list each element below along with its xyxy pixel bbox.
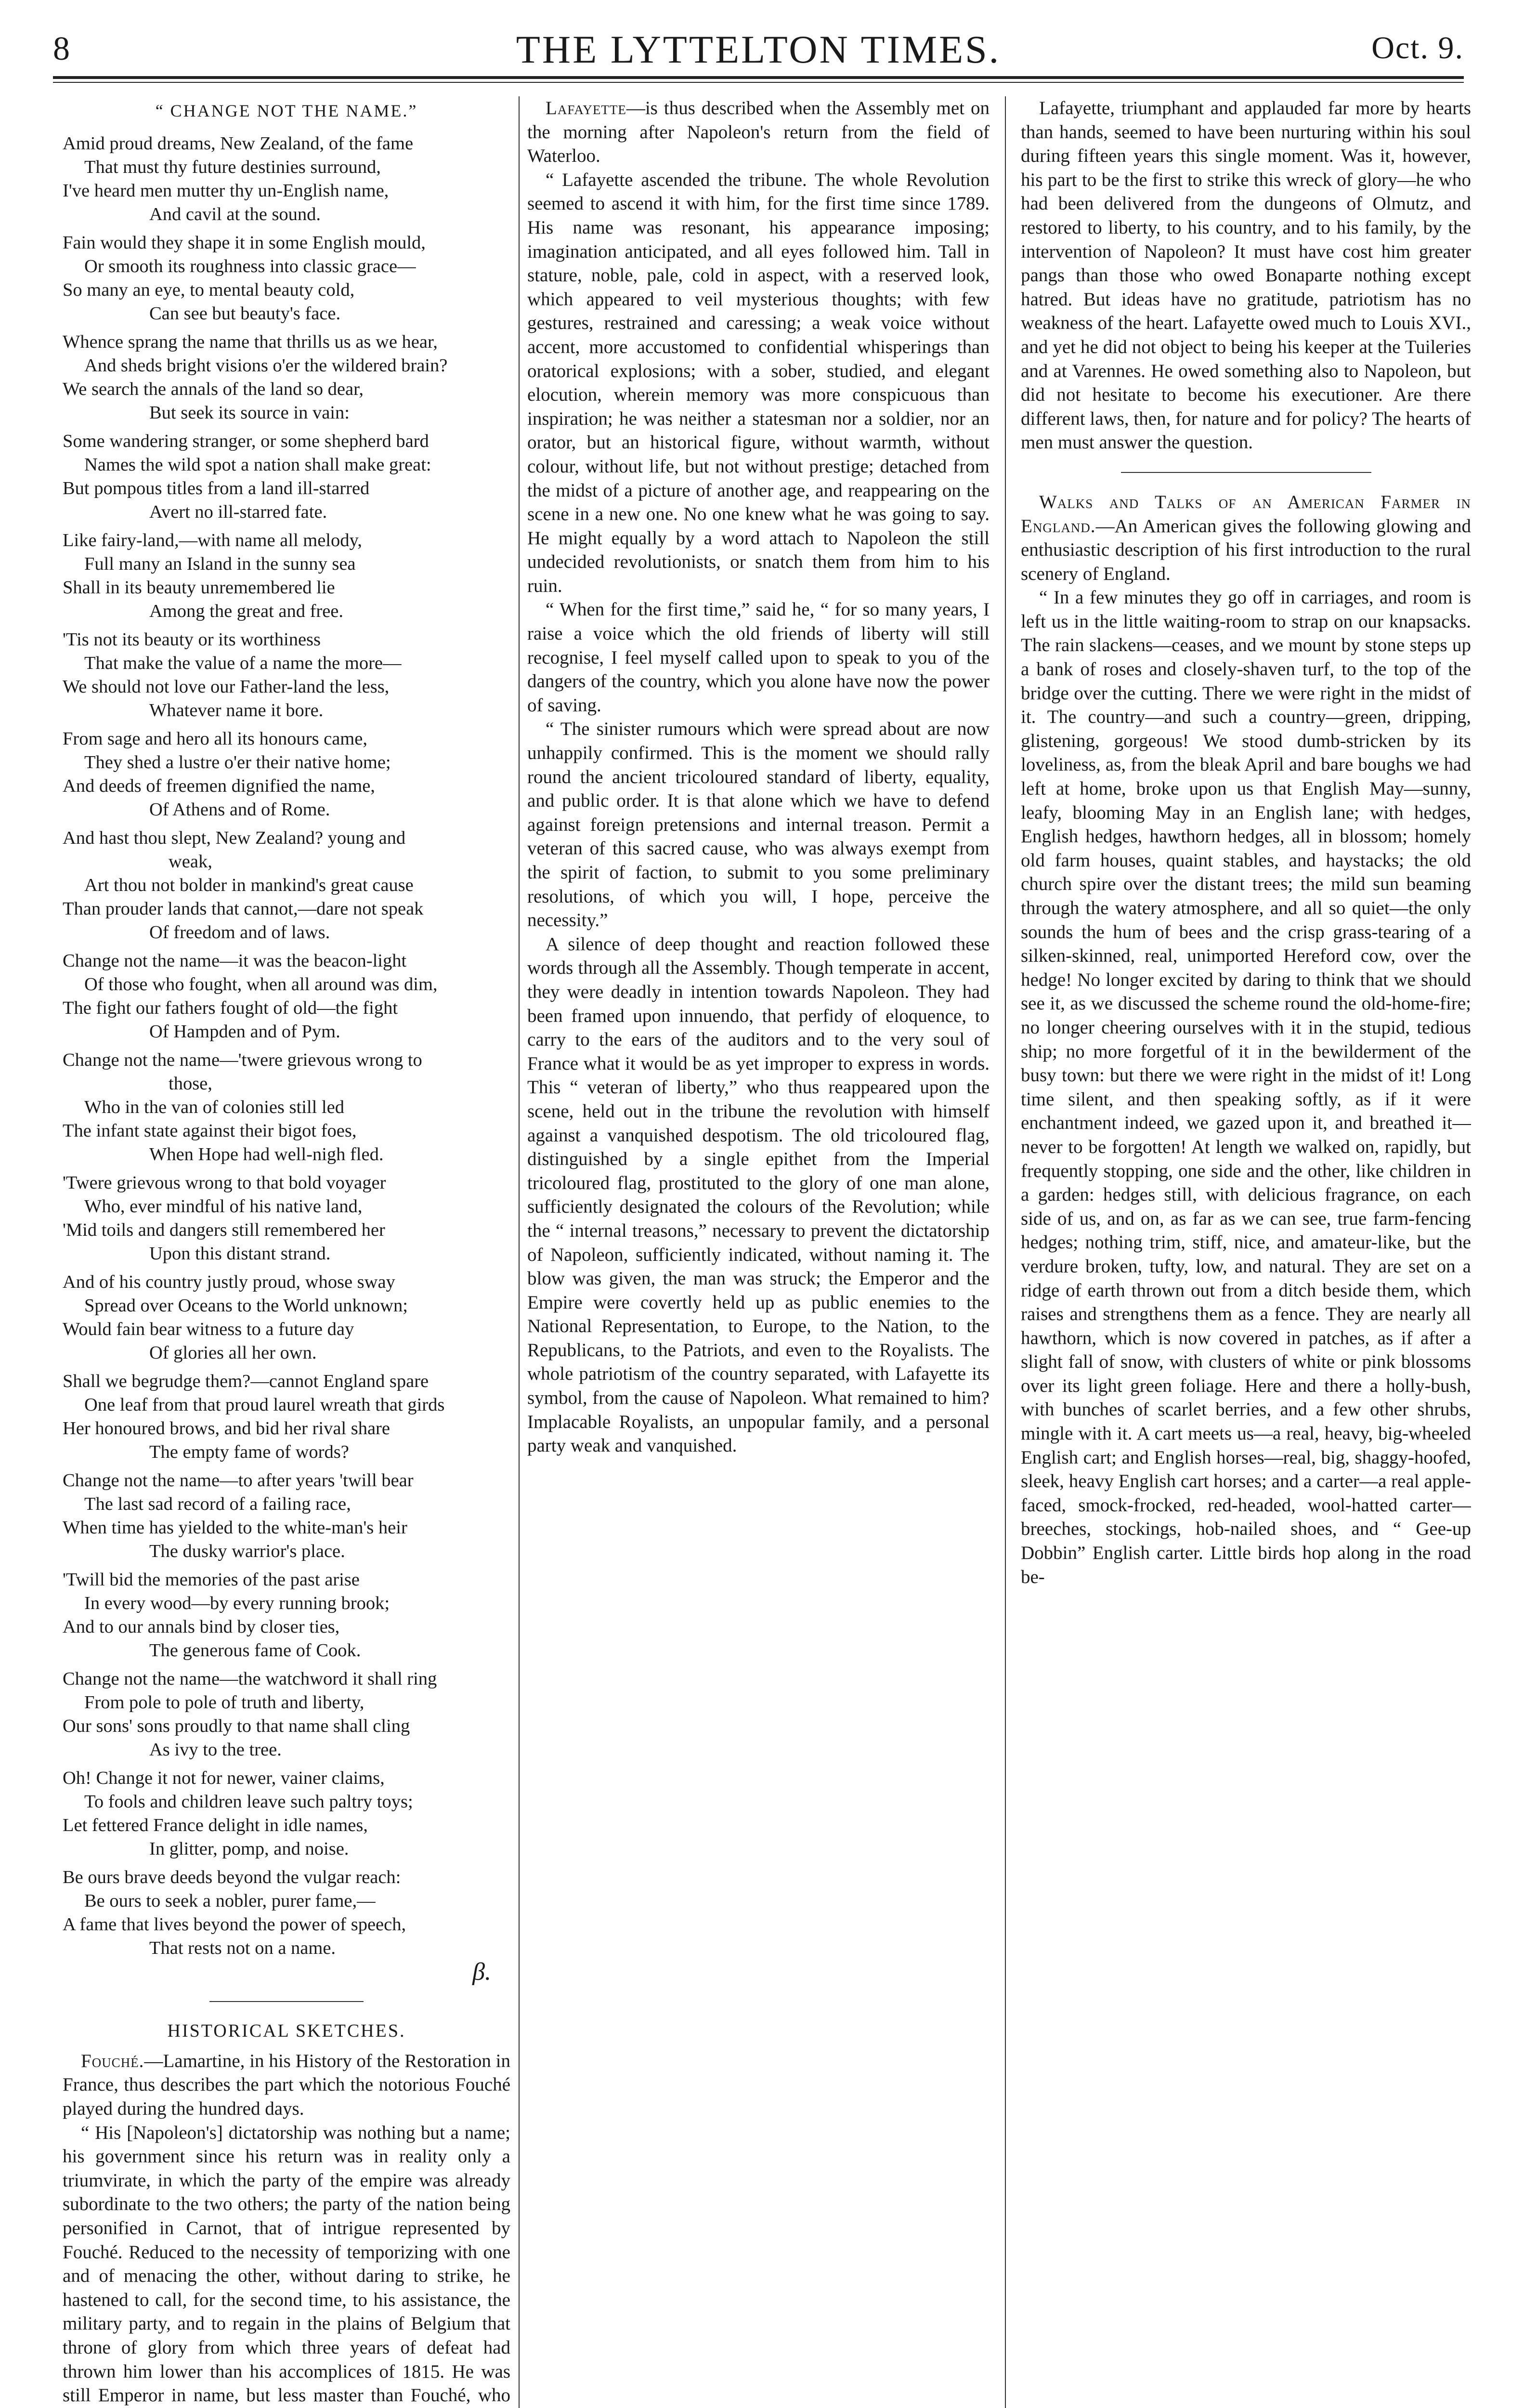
poem-line: Amid proud dreams, New Zealand, of the fame bbox=[63, 133, 414, 154]
poem-line: The infant state against their bigot foes, bbox=[63, 1120, 357, 1141]
poem-line: In every wood—by every running brook; bbox=[84, 1593, 390, 1613]
poem-line: So many an eye, to mental beauty cold, bbox=[63, 279, 355, 300]
article-paragraph: Lafayette, triumphant and applauded far more by hearts than hands, seemed to have been nurturing within his soul during fifteen years this single moment. Was it, however, his part to be the first to strike this wreck of glory—he who had been delivered from the dungeons of Olmutz, and restored to liberty, to his country, and to his family, by the intervention of Napoleon? It must have cost him greater pangs than those who owed Bonaparte nothing except hatred. But ideas have no gratitude, patriotism has no weakness of the heart. Lafayette owed much to Louis XVI., and yet he did not object to being his keeper at the Tuileries and at Varennes. He owed something also to Napoleon, but did not hesitate to become his executioner. Are there different laws, then, for nature and for policy? The hearts of men must answer the question. bbox=[1021, 98, 1471, 453]
poem-stanza bbox=[63, 1171, 510, 1266]
column-divider bbox=[1005, 96, 1006, 2408]
poem-line: Let fettered France delight in idle names, bbox=[63, 1815, 368, 1835]
poem-line: Of freedom and of laws. bbox=[149, 922, 330, 942]
poem-line: And of his country justly proud, whose sway bbox=[63, 1271, 395, 1292]
poem-stanza bbox=[63, 826, 510, 944]
poem-line: Like fairy-land,—with name all melody, bbox=[63, 530, 362, 550]
article-lead: Fouché. bbox=[81, 2050, 144, 2071]
poem-line: Names the wild spot a nation shall make great: bbox=[84, 454, 431, 475]
poem-line: Of glories all her own. bbox=[149, 1342, 317, 1363]
poem-line: The empty fame of words? bbox=[149, 1441, 349, 1462]
poem-stanza bbox=[63, 1568, 510, 1662]
column-1 bbox=[63, 96, 510, 2408]
poem-line: We search the annals of the land so dear, bbox=[63, 379, 364, 399]
page-number: 8 bbox=[53, 30, 70, 67]
poem-stanza bbox=[63, 529, 510, 623]
poem-stanza bbox=[63, 330, 510, 425]
poem-stanza bbox=[63, 1048, 510, 1166]
article-paragraph: “ Lafayette ascended the tribune. The whole Revolution seemed to ascend it with him, for the first time since 1789. His name was resonant, his appearance imposing; imagination anticipated, and all eyes followed him. Tall in stature, noble, pale, cold in aspect, with a reserved look, which appeared to veil mysterious thoughts; with few gestures, restrained and caressing; a weak voice without accent, more accustomed to confidential whisperings than oratorical explosions; with a sober, studied, and elegant elocution, wherein memory was more conspicuous than inspiration; he was neither a statesman nor a soldier, nor an orator, but an historical figure, without warmth, without colour, without life, but not without prestige; detached from the midst of a picture of another age, and reappearing on the scene in a new one. No one knew what he was going to say. He might equally by a word attach to Napoleon the still undecided revolutionists, or snatch them from him to his ruin. bbox=[527, 169, 990, 596]
poem-stanza bbox=[63, 231, 510, 326]
poem-line: That rests not on a name. bbox=[149, 1937, 336, 1958]
poem-line: They shed a lustre o'er their native home; bbox=[84, 752, 391, 772]
poem-line: The generous fame of Cook. bbox=[149, 1640, 361, 1661]
column-3 bbox=[1021, 96, 1471, 2408]
poem-line: Would fain bear witness to a future day bbox=[63, 1319, 354, 1339]
poem-line: Or smooth its roughness into classic grace— bbox=[84, 256, 416, 276]
poem-body bbox=[63, 132, 510, 1960]
poem-line: Her honoured brows, and bid her rival share bbox=[63, 1418, 390, 1439]
poem-line: And sheds bright visions o'er the wildered brain? bbox=[84, 355, 448, 376]
poem-stanza bbox=[63, 1866, 510, 1960]
article-paragraph: Lafayette—is thus described when the Assembly met on the morning after Napoleon's return from the field of Waterloo. bbox=[527, 98, 990, 167]
poem-line: Some wandering stranger, or some shepherd bard bbox=[63, 431, 429, 451]
poem-line: Who, ever mindful of his native land, bbox=[84, 1196, 363, 1217]
masthead bbox=[53, 23, 1464, 76]
poem-stanza bbox=[63, 628, 510, 722]
poem-line: Avert no ill-starred fate. bbox=[149, 501, 327, 522]
poem-line: Change not the name—the watchword it shall ring bbox=[63, 1668, 437, 1689]
poem-line: Of Athens and of Rome. bbox=[149, 799, 330, 820]
poem-line: A fame that lives beyond the power of speech, bbox=[63, 1914, 406, 1935]
poem-line: Art thou not bolder in mankind's great cause bbox=[84, 875, 414, 895]
poem-signature: β. bbox=[472, 1958, 491, 1986]
poem-line: Be ours to seek a nobler, purer fame,— bbox=[84, 1890, 376, 1911]
poem-line: Change not the name—'twere grievous wrong to bbox=[63, 1049, 422, 1070]
poem-line: 'Tis not its beauty or its worthiness bbox=[63, 629, 321, 650]
poem-line: 'Twere grievous wrong to that bold voyager bbox=[63, 1172, 386, 1193]
poem-line: Than prouder lands that cannot,—dare not speak bbox=[63, 898, 424, 919]
article-lead: Lafayette bbox=[546, 98, 626, 118]
poem-line: And deeds of freemen dignified the name, bbox=[63, 775, 375, 796]
poem-line: But seek its source in vain: bbox=[149, 402, 350, 423]
poem-line: From pole to pole of truth and liberty, bbox=[84, 1692, 365, 1713]
poem-line: those, bbox=[169, 1073, 212, 1094]
poem-stanza bbox=[63, 132, 510, 226]
section-heading: HISTORICAL SKETCHES. bbox=[167, 2021, 406, 2042]
column-divider bbox=[519, 96, 520, 2408]
newspaper-title: THE LYTTELTON TIMES. bbox=[516, 27, 1001, 71]
poem-line: 'Mid toils and dangers still remembered her bbox=[63, 1219, 385, 1240]
masthead-rule-thin bbox=[53, 82, 1464, 83]
poem-line: The last sad record of a failing race, bbox=[84, 1493, 351, 1514]
poem-line: Of Hampden and of Pym. bbox=[149, 1021, 340, 1042]
poem-line: One leaf from that proud laurel wreath that girds bbox=[84, 1394, 445, 1415]
poem-line: But pompous titles from a land ill-starred bbox=[63, 478, 370, 498]
poem-stanza bbox=[63, 1469, 510, 1563]
poem-line: And cavil at the sound. bbox=[149, 204, 321, 224]
section-divider bbox=[1121, 472, 1371, 473]
poem-stanza bbox=[63, 727, 510, 822]
article-paragraph: “ The sinister rumours which were spread about are now unhappily confirmed. This is the moment we should rally round the ancient tricoloured standard of liberty, equality, and public order. It is that alone which we have to defend against foreign pretensions and internal treason. Permit a veteran of this sacred cause, who was always exempt from the spirit of faction, to submit to you some preliminary resolutions, of which you will, I hope, perceive the necessity.” bbox=[527, 719, 990, 931]
poem-line: Change not the name—to after years 'twill bear bbox=[63, 1470, 414, 1491]
article-lead: Walks and Talks of an American Farmer in England. bbox=[1021, 491, 1471, 537]
poem-line: Shall in its beauty unremembered lie bbox=[63, 577, 335, 598]
poem-line: Can see but beauty's face. bbox=[149, 303, 341, 324]
poem-line: The dusky warrior's place. bbox=[149, 1541, 345, 1561]
article-paragraph: Fouché.—Lamartine, in his History of the Restoration in France, thus describes the part which the notorious Fouché played during the hundred days. bbox=[63, 2050, 510, 2119]
article-paragraph: “ In a few minutes they go off in carriages, and room is left us in the little waiting-room to strap on our knapsacks. The rain slackens—ceases, and we mount by stone steps up a bank of roses and closely-shaven turf, to the top of the bridge over the cutting. There we were right in the midst of it. The country—and such a country—green, dripping, glistening, gorgeous! We stood dumb-stricken by its loveliness, as, from the bleak April and bare boughs we had left at home, broke upon us that English May—sunny, leafy, blooming May in an English lane; with hedges, English hedges, hawthorn hedges, all in blossom; homely old farm houses, quaint stables, and haystacks; the old church spire over the distant trees; the mild sun beaming through the watery atmosphere, and all so quiet—the only sounds the hum of bees and the crisp grass-tearing of a silken-skinned, real, unimported Hereford cow, over the hedge! No longer excited by daring to think that we should see it, as we discussed the scheme round the old-home-fire; no longer cheering ourselves with it in the stupid, tedious ship; no more forgetful of it in the bewilderment of the busy town: but there we were right in the midst of it! Long time silent, and then speaking softly, as if it were enchantment indeed, we gazed upon it, and breathed it—never to be forgotten! At length we walked on, rapidly, but frequently stopping, one side and the other, like children in a garden: hedges still, with delicious fragrance, on each side of us, and on, as far as we can see, true farm-fencing hedges; nothing trim, stiff, nice, and amateur-like, but the verdure broken, tufty, low, and natural. They are set on a ridge of earth thrown out from a ditch beside them, which raises and strengthens them as a fence. They are nearly all hawthorn, which is now covered in patches, as if after a slight fall of snow, with clusters of white or pink blossoms over its light green foliage. Here and there a holly-bush, with bunches of scarlet berries, and a few other shrubs, mingle with it. A cart meets us—a real, heavy, big-wheeled English cart; and English horses—real, big, shaggy-hoofed, sleek, heavy English cart horses; and a carter—a real apple-faced, smock-frocked, red-headed, wool-hatted carter—breeches, stockings, hob-nailed shoes, and “ Gee-up Dobbin” English carter. Little birds hop along in the road be- bbox=[1021, 587, 1471, 1587]
poem-line: Oh! Change it not for newer, vainer claims, bbox=[63, 1767, 385, 1788]
poem-title: “ CHANGE NOT THE NAME.” bbox=[155, 101, 418, 120]
poem-line: Be ours brave deeds beyond the vulgar reach: bbox=[63, 1867, 401, 1887]
poem-line: Our sons' sons proudly to that name shall cling bbox=[63, 1715, 410, 1736]
poem-line: Upon this distant strand. bbox=[149, 1243, 331, 1264]
poem-line: weak, bbox=[169, 851, 212, 872]
poem-line: The fight our fathers fought of old—the fight bbox=[63, 997, 398, 1018]
poem-line: 'Twill bid the memories of the past arise bbox=[63, 1569, 360, 1590]
poem-stanza bbox=[63, 1270, 510, 1365]
poem-stanza bbox=[63, 1370, 510, 1464]
poem-line: Fain would they shape it in some English mould, bbox=[63, 232, 426, 253]
poem-line: Whence sprang the name that thrills us as we hear, bbox=[63, 331, 438, 352]
article-paragraph: A silence of deep thought and reaction followed these words through all the Assembly. Though temperate in accent, they were deadly in intention towards Napoleon. They had been framed upon innuendo, that perfidy of eloquence, to carry to the ears of the auditors and to the very soul of France what it would be as yet improper to express in words. This “ veteran of liberty,” who thus reappeared upon the scene, held out in the tribune the revolution with himself against a vanquished despotism. The old tricoloured flag, distinguished by a single epithet from the Imperial tricoloured flag, prostituted to the glory of one man alone, sufficiently designated the colours of the Revolution; while the “ internal treasons,” necessary to prevent the dictatorship of Napoleon, sufficiently indicated, without naming it. The blow was given, the man was struck; the Emperor and the Empire were covertly held up as public enemies to the National Representation, to Europe, to the Nation, to the Republicans, to the Patriots, and even to the Royalists. The whole patriotism of the country separated, with Lafayette its symbol, from the cause of Napoleon. What remained to him? Implacable Royalists, an unpopular family, and a personal party weak and vanquished. bbox=[527, 933, 990, 1456]
poem-line: And hast thou slept, New Zealand? young and bbox=[63, 827, 406, 848]
article-paragraph: Walks and Talks of an American Farmer in England.—An American gives the following glowing and enthusiastic description of his first introduction to the rural scenery of England. bbox=[1021, 491, 1471, 584]
poem-line: Among the great and free. bbox=[149, 601, 344, 621]
poem-line: And to our annals bind by closer ties, bbox=[63, 1616, 340, 1637]
poem-line: Spread over Oceans to the World unknown; bbox=[84, 1295, 408, 1316]
masthead-rule-thick bbox=[53, 76, 1464, 79]
poem-line: That must thy future destinies surround, bbox=[84, 157, 381, 177]
article-paragraph: “ When for the first time,” said he, “ for so many years, I raise a voice which the old friends of liberty will still recognise, I feel myself called upon to speak to you of the dangers of the country, which you alone have now the power of saving. bbox=[527, 599, 990, 716]
poem-line: From sage and hero all its honours came, bbox=[63, 728, 367, 749]
poem-line: Shall we begrudge them?—cannot England spare bbox=[63, 1371, 429, 1391]
issue-date: Oct. 9. bbox=[1371, 30, 1464, 65]
poem-line: Who in the van of colonies still led bbox=[84, 1097, 344, 1117]
poem-line: Whatever name it bore. bbox=[149, 700, 324, 720]
poem-stanza bbox=[63, 430, 510, 524]
poem-line: When time has yielded to the white-man's heir bbox=[63, 1517, 407, 1538]
poem-line: As ivy to the tree. bbox=[149, 1739, 282, 1760]
poem-line: I've heard men mutter thy un-English name, bbox=[63, 180, 389, 201]
poem-line: Of those who fought, when all around was dim, bbox=[84, 974, 438, 995]
poem-stanza bbox=[63, 1667, 510, 1762]
poem-line: We should not love our Father-land the less, bbox=[63, 676, 390, 697]
section-divider bbox=[209, 2001, 364, 2002]
poem-stanza bbox=[63, 949, 510, 1044]
poem-line: That make the value of a name the more— bbox=[84, 653, 402, 673]
poem-line: To fools and children leave such paltry toys; bbox=[84, 1791, 413, 1812]
article-quote-fouche: “ His [Napoleon's] dictatorship was nothing but a name; his government since his return was in reality only a triumvirate, in which the party of the empire was already subordinate to the two others; the party of the nation being personified in Carnot, that of intrigue represented by Fouché. Reduced to the necessity of temporizing with one and of menacing the other, without daring to strike, he hastened to call, for the second time, to his assistance, the military party, and to regain in the plains of Belgium that throne of glory from which three years of defeat had thrown him lower than his accomplices of 1815. He was still Emperor in name, but less master than Fouché, who bbox=[63, 2122, 510, 2406]
column-2 bbox=[527, 96, 990, 2408]
poem-stanza bbox=[63, 1767, 510, 1861]
poem-line: Full many an Island in the sunny sea bbox=[84, 553, 356, 574]
poem-line: Change not the name—it was the beacon-light bbox=[63, 950, 407, 971]
poem-line: When Hope had well-nigh fled. bbox=[149, 1144, 384, 1165]
poem-line: In glitter, pomp, and noise. bbox=[149, 1838, 349, 1859]
